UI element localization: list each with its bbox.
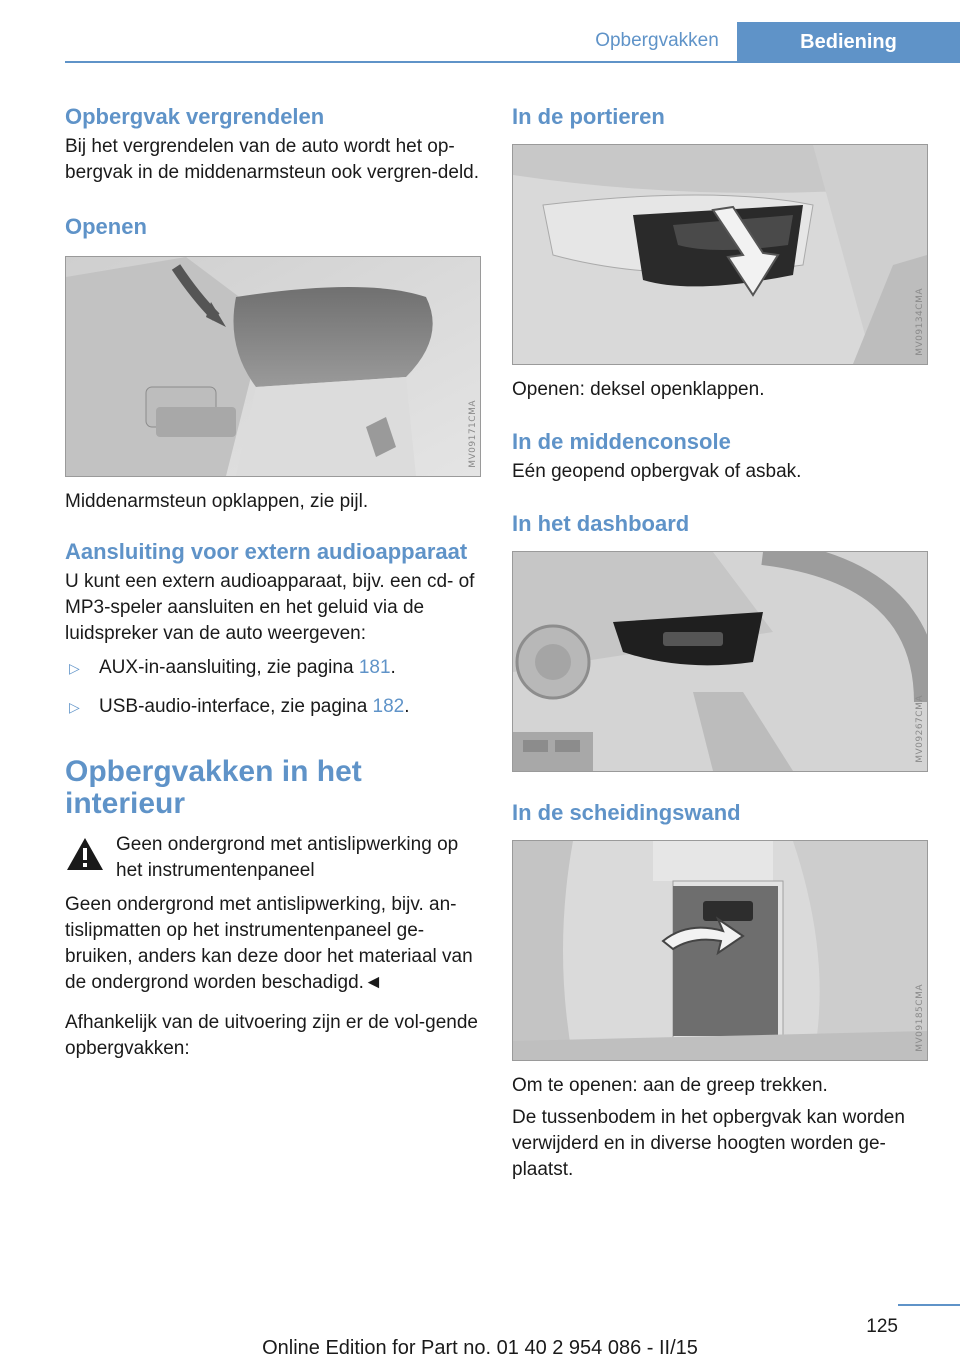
warning-title: Geen ondergrond met antislipwerking op het instrumentenpaneel [116,834,459,881]
page-link-181[interactable]: 181 [358,657,391,678]
heading-lock: Opbergvak vergrendelen [65,104,325,129]
image-dashboard [512,551,928,772]
heading-audio: Aansluiting voor extern audioapparaat [65,539,468,564]
text-variant: Afhankelijk van de uitvoering zijn er de vol-gende opbergvakken: [65,1012,478,1059]
header-section: Opbergvakken [595,30,719,51]
caption-partition: Om te openen: aan de greep trekken. [512,1075,828,1096]
image-door-pocket [512,144,928,365]
triangle-bullet-icon: ▷ [69,699,80,715]
text-partition: De tussenbodem in het opbergvak kan worden verwijderd en in diverse hoogten worden ge-plaatst. [512,1107,905,1180]
heading-dashboard: In het dashboard [512,511,690,536]
image-code: MV09134CMA [915,288,925,356]
triangle-bullet-icon: ▷ [69,660,80,676]
right-column [512,102,928,1183]
warning-text: Geen ondergrond met antislipwerking, bijv. an-tislipmatten op het instrumentenpaneel ge-bruiken, anders kan deze door het materiaal van de ondergrond worden beschadigd.◄ [65,894,473,993]
image-code: MV09267CMA [915,695,925,763]
image-code: MV09185CMA [915,984,925,1052]
heading-partition: In de scheidingswand [512,800,741,825]
caption-doors: Openen: deksel openklappen. [512,379,765,400]
list-item: ▷ AUX-in-aansluiting, zie pagina 181. [65,655,481,681]
page-header [0,0,960,64]
heading-open: Openen [65,214,147,239]
page-link-182[interactable]: 182 [372,696,405,717]
warning-block [65,832,481,884]
warning-triangle-icon [65,836,105,872]
text-audio: U kunt een extern audioapparaat, bijv. een cd- of MP3-speler aansluiten en het geluid via de luidspreker van de auto weergeven: [65,571,475,644]
page-footer [0,1300,960,1362]
page-number: 125 [866,1316,898,1337]
header-chapter-tab: Bediening [737,22,960,62]
bullet-list [65,655,481,720]
footer-rule [898,1304,960,1306]
heading-interior: Opbergvakken in het interieur [65,755,362,820]
image-partition [512,840,928,1061]
caption-armrest: Middenarmsteun opklappen, zie pijl. [65,491,369,512]
edition-line: Online Edition for Part no. 01 40 2 954 086 - II/15 [262,1337,698,1359]
image-code: MV09171CMA [468,400,478,468]
heading-doors: In de portieren [512,104,665,129]
image-armrest [65,256,481,477]
text-lock: Bij het vergrendelen van de auto wordt het op-bergvak in de middenarmsteun ook vergren-deld. [65,136,480,183]
left-column [65,102,481,1062]
text-console: Eén geopend opbergvak of asbak. [512,461,802,482]
list-item: ▷ USB-audio-interface, zie pagina 182. [65,694,481,720]
heading-console: In de middenconsole [512,429,731,454]
